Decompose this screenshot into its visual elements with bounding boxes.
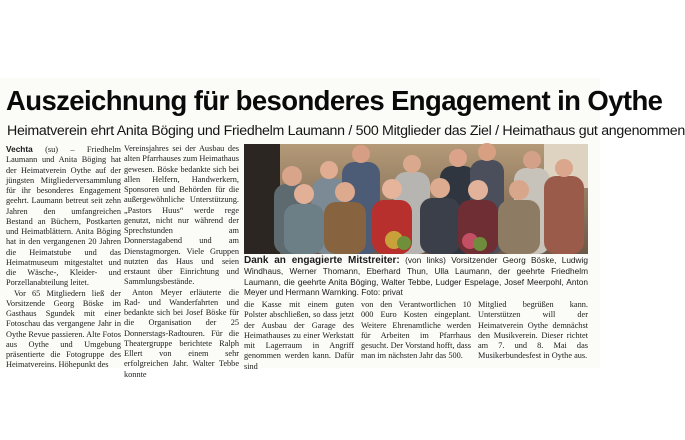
text-column-2 — [124, 144, 239, 379]
group-photo-image — [244, 144, 588, 254]
paragraph-7: Mitglied begrüßen kann. Unterstützen will der Heimatverein Oythe demnächst den Musikverein. Dieser richtet am 7. und 8. Mai das Musikerbundesfest in Oythe aus. — [478, 300, 588, 361]
photo-caption — [244, 255, 588, 297]
caption-text: (von links) Vorsitzender Georg Böske, Ludwig Windhaus, Werner Thomann, Eberhard Thun, Ulla Laumann, der geehrte Friedhelm Laumann, die geehrte Anita Böging, Walter Tebbe, Ludger Espelage, Josef Meerpohl, Anton Meyer und Hermann Warnking. Foto: privat — [244, 255, 588, 298]
headline: Auszeichnung für besonderes Engagement in Oythe — [6, 85, 663, 116]
dateline: Vechta — [6, 144, 33, 154]
paragraph-5: die Kasse mit einem guten Polster abschließen, so dass jetzt der Ausbau der Garage des Heimathauses zu einer Werkstatt mit Lagerraum in Angriff genommen werden kann. Dafür sind — [244, 300, 354, 371]
paragraph-1-text: (su) – Friedhelm Laumann und Anita Böging hat der Heimatverein Oythe auf der jüngsten Mitgliederversammlung für ihr besonderes Engagement geehrt. Laumann betreut seit zehn Jahren den umfangreichen Bestand an Büchern, Postkarten und Heimatblättern. Anita Böging hat in den vergangenen 20 Jahren die Heimatstube und das Heimatmuseum mitgestaltet und die Wäsche-, Kleider- und Porzellanabteilung leitet. — [6, 145, 122, 288]
paragraph-4: Anton Meyer erläuterte die Rad- und Wanderfahrten und bedankte sich bei Josef Böske für die Organisation der 25 Donnerstags-Radtouren. Für die Theatergruppe berichtete Ralph Ellert von einem sehr erfolgreichen Jahr. Walter Tebbe konnte — [124, 287, 239, 379]
paragraph-1 — [6, 144, 121, 289]
text-column-3 — [244, 300, 354, 371]
text-column-4 — [361, 300, 471, 364]
text-column-5 — [478, 300, 588, 364]
paragraph-6: von den Verantwortlichen 10 000 Euro Kosten eingeplant. Weitere Ehrenamtliche werden für Arbeiten im Pfarrhaus gesucht. Der Vorstand hofft, dass man im nächsten Jahr das 500. — [361, 300, 471, 361]
group-photo — [244, 144, 588, 254]
subheadline: Heimatverein ehrt Anita Böging und Friedhelm Laumann / 500 Mitglieder das Ziel / Heimathaus gut angenommen — [7, 123, 685, 139]
paragraph-2: Vor 65 Mitgliedern ließ der Vorsitzende Georg Böske im Gasthaus Sgundek mit einer Fotoschau das vergangene Jahr in Oythe Revue passieren. Alte Fotos aus Oythe und Umgebung präsentierte die Fotogruppe des Heimatvereins. Höhepunkt des — [6, 288, 121, 370]
text-column-1 — [6, 144, 122, 370]
paragraph-3: Vereinsjahres sei der Ausbau des alten Pfarrhauses zum Heimathaus gewesen. Böske bedankte sich bei allen Helfern, Handwerkern, Sponsoren und Behörden für die außergewöhnliche Unterstützung. „Pastors Huus“ werde rege genutzt, nicht nur während der Sprechstunden am Donnerstagabend und am Dienstagmorgen. Viele Gruppen nutzten das Haus und seien erstaunt über Einrichtung und Sammlungsbestände. — [124, 144, 239, 287]
caption-lead: Dank an engagierte Mitstreiter: — [244, 255, 400, 266]
